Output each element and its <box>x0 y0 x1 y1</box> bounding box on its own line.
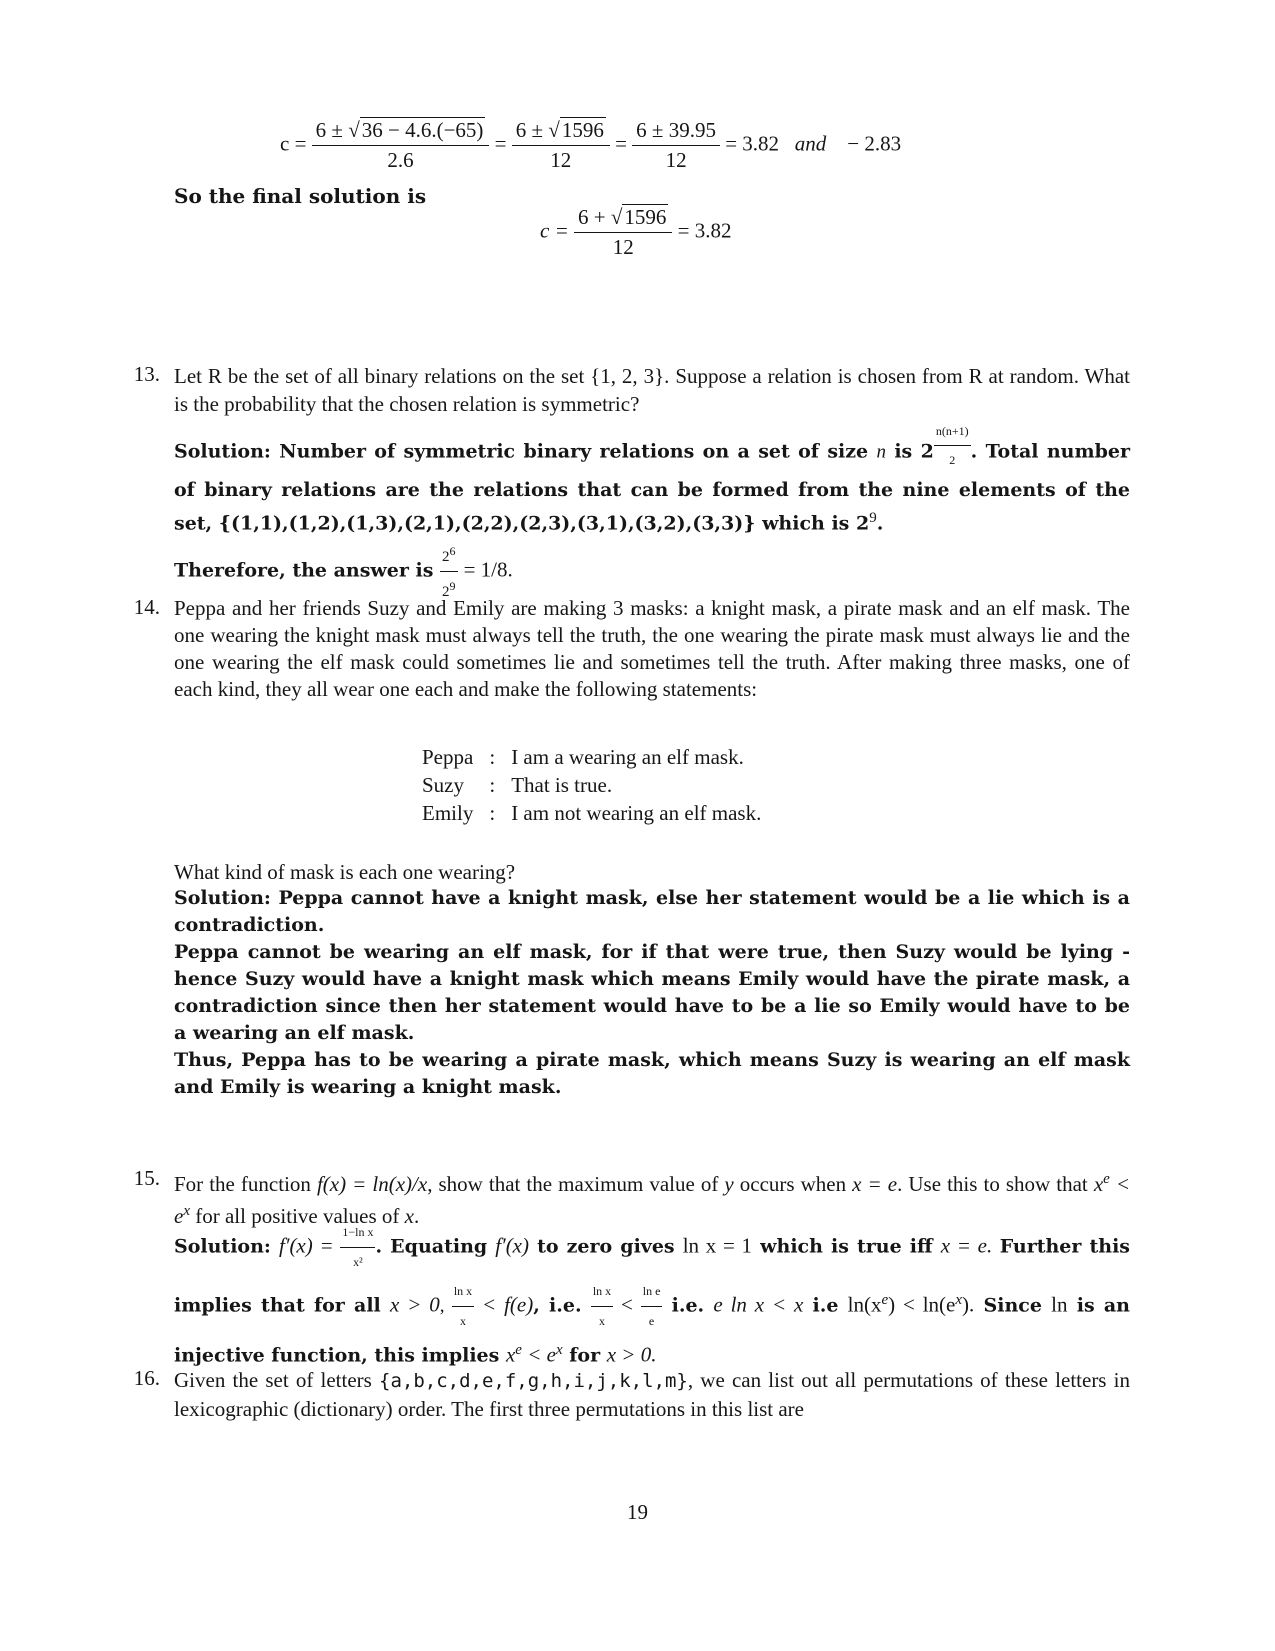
final-fraction: $\frac{6 + √1596}{12}$ <box>574 205 672 260</box>
question-15-solution: Solution: f′(x) = $\frac{\text{1−ln x}}{\text{x²}}$ . Equating f′(x) to zero gives ln x = 1 which is true iff x = e. Further this implies that for all x > 0, $\frac{\text{ln x}}{x}$ < f(e), i.e. $\frac{\text{ln x}}{x}$ < $\frac{\text{ln e}}{e}$ i.e. e ln x < x i.e $\ln(x^e) < \ln(e^x)$. Since ln is an injective function, this implies $x^e < e^x$ for x > 0. <box>174 1218 1130 1370</box>
letter-set: {a,b,c,d,e,f,g,h,i,j,k,l,m} <box>379 1370 688 1392</box>
final-solution-label: So the final solution is <box>174 184 427 208</box>
question-16-number: 16. <box>133 1366 160 1390</box>
question-14-solution-2: Peppa cannot be wearing an elf mask, for if that were true, then Suzy would be lying - hence Suzy would have a knight mask which means Emily would have the pirate mask, a contradiction since then her statement would have to be a lie so Emily would have to be a wearing an elf mask. <box>174 941 1130 1044</box>
question-14-solution-1: Solution: Peppa cannot have a knight mask, else her statement would be a lie which is a contradiction. <box>174 887 1130 936</box>
statements-table <box>422 743 769 827</box>
question-14-solution-3: Thus, Peppa has to be wearing a pirate mask, which means Suzy is wearing an elf mask and Emily is wearing a knight mask. <box>174 1049 1130 1098</box>
final-equation: c = $\frac{6 + √1596}{12}$ = 3.82 <box>540 205 732 259</box>
statement-row: Emily : I am not wearing an elf mask. <box>422 801 762 825</box>
statement-row: Peppa : I am a wearing an elf mask. <box>422 745 744 769</box>
second-root: − 2.83 <box>847 131 902 156</box>
fraction-2: $\frac{6 \pm √1596}{12}$ <box>512 118 610 173</box>
question-15-number: 15. <box>133 1166 160 1190</box>
question-13-number: 13. <box>133 362 160 386</box>
question-14-number: 14. <box>133 595 160 619</box>
question-14-question: What kind of mask is each one wearing? <box>174 860 516 884</box>
question-13-text: Let R be the set of all binary relations on the set {1, 2, 3}. Suppose a relation is chosen from R at random. What is the probability that the chosen relation is symmetric? <box>174 364 1130 416</box>
question-13-solution: Solution: Number of symmetric binary relations on a set of size n is 2 $^{\frac{n(n+1)}{2}}$ . Total number of binary relations are the relations that can be formed from the nine elements of the set, {(1,1),(1,2),(1,3),(2,1),(2,2),(2,3),(3,1),(3,2),(3,3)} which is $2^9$. Therefore, the answer is $\frac{2^6}{2^9}$ = 1/8. <box>174 419 1130 606</box>
equation-c-quadratic: c = $\frac{6 \pm √36 - 4.6.(-65)}{2.6}$ = $\frac{6 \pm √1596}{12}$ = $\frac{6 \pm 39.95}{12}$ = 3.82 and − 2.83 <box>280 118 902 172</box>
question-16-text: Given the set of letters {a,b,c,d,e,f,g,h,i,j,k,l,m}, we can list out all permutations of these letters in lexicographic (dictionary) order. The first three permutations in this list are <box>174 1368 1130 1421</box>
question-14-text: Peppa and her friends Suzy and Emily are making 3 masks: a knight mask, a pirate mask and an elf mask. The one wearing the knight mask must always tell the truth, the one wearing the pirate mask must always lie and the one wearing the elf mask could sometimes lie and sometimes tell the truth. After making three masks, one of each kind, they all wear one each and make the following statements: <box>174 596 1130 701</box>
page-number: 19 <box>627 1500 648 1524</box>
result-value: = 3.82 <box>725 131 780 156</box>
eq-c-label: c = <box>280 131 307 156</box>
question-15-text: For the function f(x) = ln(x)/x, show that the maximum value of y occurs when x = e. Use this to show that $x^e < e^x$ for all positive values of x. <box>174 1171 1131 1228</box>
fraction-3: $\frac{6 \pm 39.95}{12}$ <box>632 118 720 173</box>
answer-fraction: $\frac{2^6}{2^9}$ <box>440 537 458 606</box>
and-text: and <box>794 131 827 156</box>
derivative-fraction: $\frac{\text{1−ln x}}{\text{x²}}$ <box>340 1218 375 1277</box>
fraction-1: $\frac{6 \pm √36 - 4.6.(-65)}{2.6}$ <box>312 118 490 173</box>
statement-row: Suzy : That is true. <box>422 773 613 797</box>
